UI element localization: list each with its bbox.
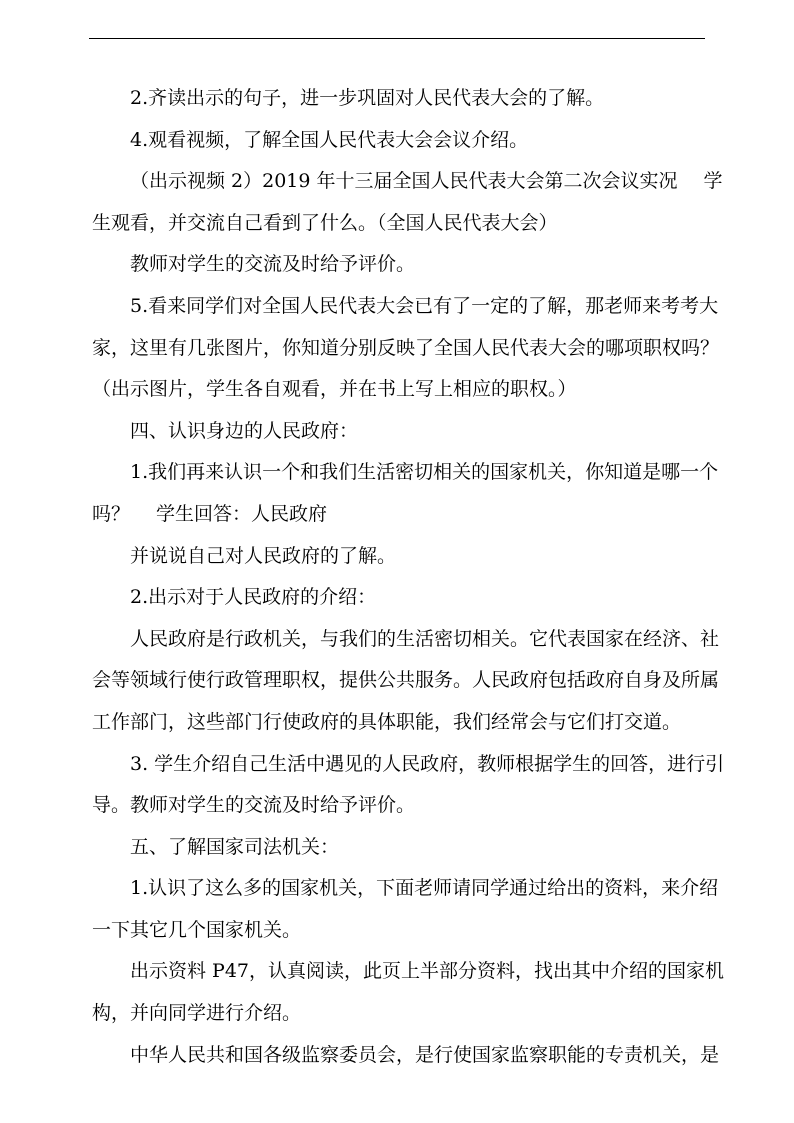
paragraph-line: 工作部门，这些部门行使政府的具体职能，我们经常会与它们打交道。 — [92, 710, 682, 733]
paragraph-line-text: 学 — [703, 170, 723, 193]
document-body — [92, 78, 725, 1076]
paragraph-line: 教师对学生的交流及时给予评价。 — [130, 253, 416, 276]
paragraph-line: 并说说自己对人民政府的了解。 — [130, 544, 397, 567]
paragraph-line: 1.认识了这么多的国家机关，下面老师请同学通过给出的资料，来介绍 — [130, 877, 719, 900]
paragraph-line: 导。教师对学生的交流及时给予评价。 — [92, 794, 416, 817]
section-heading: 四、认识身边的人民政府： — [130, 419, 359, 442]
paragraph-line: 2.齐读出示的句子，进一步巩固对人民代表大会的了解。 — [130, 87, 605, 109]
paragraph-line-text: 学生回答：人民政府 — [156, 502, 328, 525]
section-heading: 五、了解国家司法机关： — [130, 835, 340, 858]
paragraph-line: 2.出示对于人民政府的介绍： — [130, 586, 377, 609]
header-rule — [89, 38, 705, 39]
paragraph-line: 3. 学生介绍自己生活中遇见的人民政府，教师根据学生的回答，进行引 — [130, 752, 725, 775]
paragraph-line: 4.观看视频，了解全国人民代表大会会议介绍。 — [130, 128, 529, 151]
paragraph-line — [92, 494, 704, 536]
paragraph-line: 会等领域行使行政管理职权，提供公共服务。人民政府包括政府自身及所属 — [92, 669, 720, 692]
paragraph-line: 1.我们再来认识一个和我们生活密切相关的国家机关，你知道是哪一个 — [130, 461, 719, 484]
paragraph-line-text: （出示视频 2）2019 年十三届全国人民代表大会第二次会议实况 — [130, 170, 678, 193]
paragraph-line: 生观看，并交流自己看到了什么。（全国人民代表大会） — [92, 211, 558, 234]
paragraph-line — [92, 161, 723, 203]
paragraph-line-text: 吗？ — [92, 502, 131, 525]
paragraph-line: 5.看来同学们对全国人民代表大会已有了一定的了解，那老师来考考大 — [130, 294, 719, 317]
paragraph-line: 人民政府是行政机关，与我们的生活密切相关。它代表国家在经济、社 — [130, 627, 720, 650]
paragraph-line: 一下其它几个国家机关。 — [92, 918, 302, 941]
paragraph-line: 构，并向同学进行介绍。 — [92, 1002, 302, 1025]
paragraph-line: 中华人民共和国各级监察委员会，是行使国家监察职能的专责机关，是 — [130, 1043, 720, 1066]
paragraph-line: （出示图片，学生各自观看，并在书上写上相应的职权。） — [92, 378, 577, 401]
paragraph-line: 家，这里有几张图片，你知道分别反映了全国人民代表大会的哪项职权吗？ — [92, 336, 720, 359]
paragraph-line: 出示资料 P47，认真阅读，此页上半部分资料，找出其中介绍的国家机 — [130, 960, 725, 983]
